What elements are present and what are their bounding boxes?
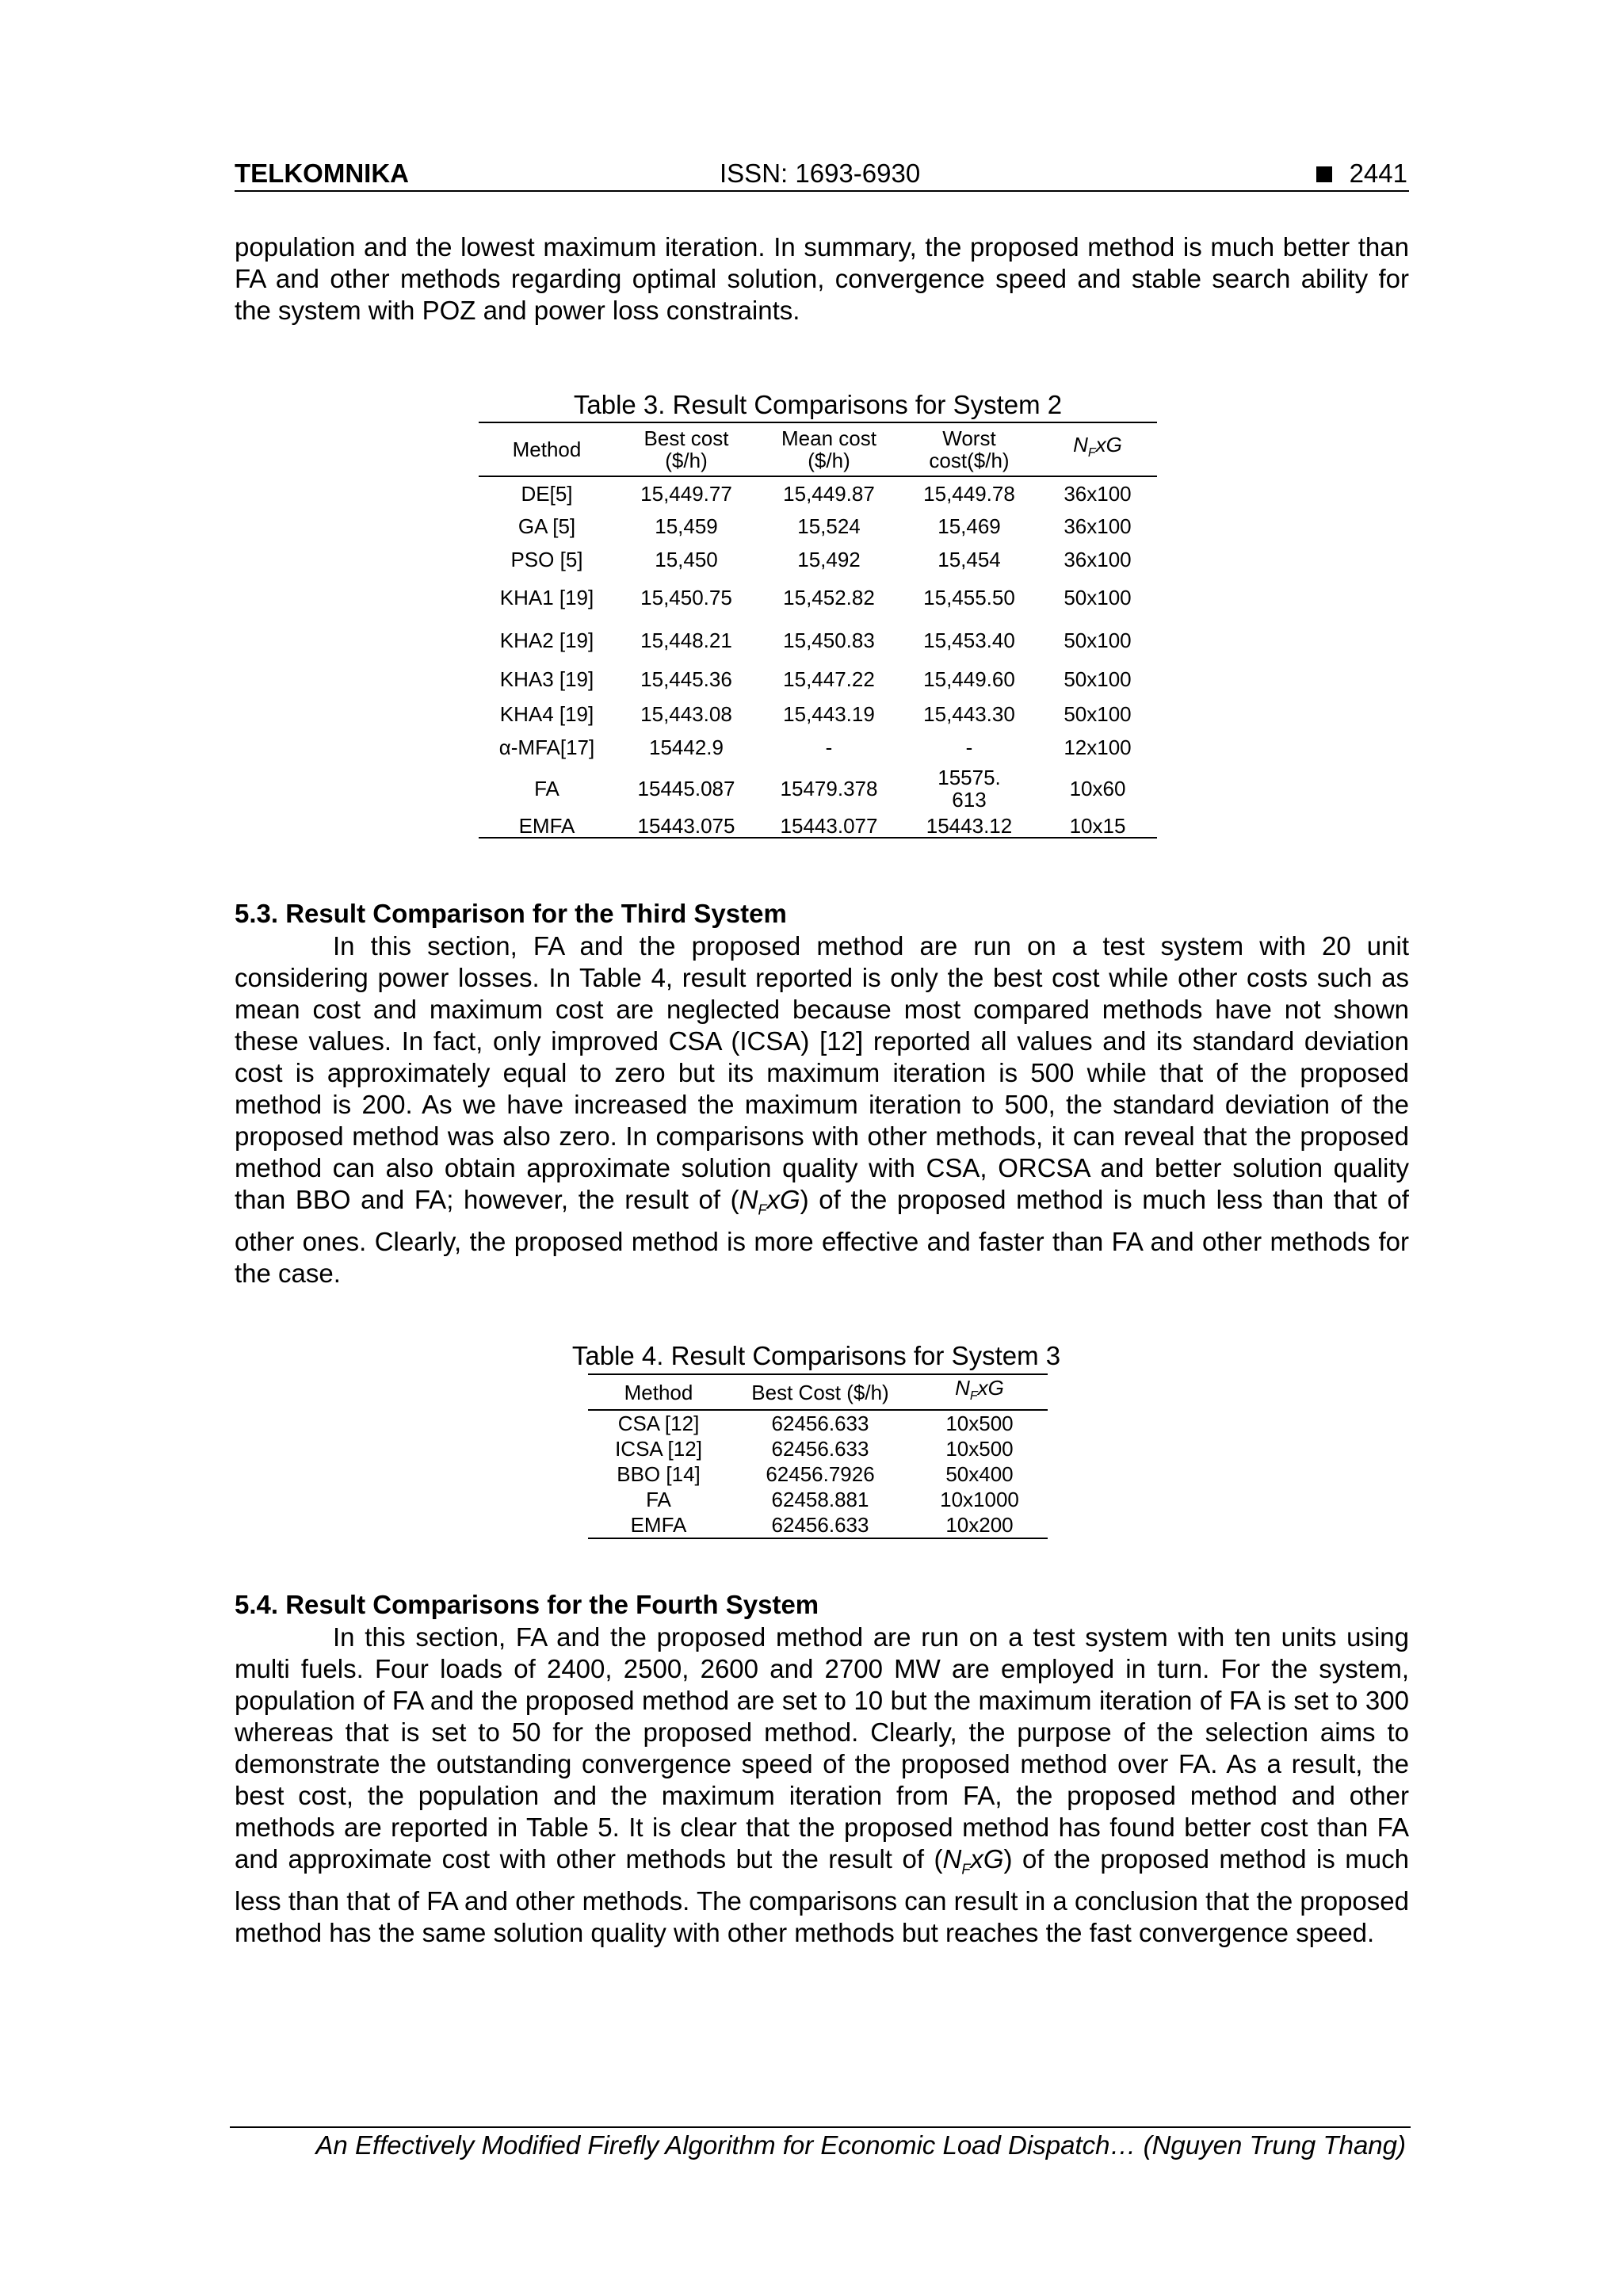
cell-best: 15,445.36: [640, 667, 732, 691]
s53-nfg-xg: xG: [766, 1185, 800, 1214]
cell-nfg: 10x500: [945, 1412, 1014, 1436]
cell-worst: 15,449.60: [923, 667, 1015, 691]
table4-col-nfg: [911, 1374, 1048, 1410]
section-5-4-body: [235, 1622, 1409, 1949]
table-row: [479, 476, 1157, 510]
cell-nfg: 50x100: [1064, 586, 1132, 609]
cell-mean: 15,492: [797, 548, 861, 571]
table-row: [588, 1487, 1048, 1512]
cell-nfg: 50x100: [1064, 702, 1132, 726]
s54-nfg-xg: xG: [970, 1844, 1004, 1874]
table-row: [479, 576, 1157, 619]
cell-nfg: 10x60: [1069, 777, 1126, 800]
issn: ISSN: 1693-6930: [720, 159, 921, 188]
cell-nfg: 36x100: [1064, 514, 1132, 538]
cell-best: 15445.087: [637, 777, 735, 800]
table-row: [479, 510, 1157, 543]
cell-method: KHA1 [19]: [499, 586, 594, 609]
nfg-n: N: [955, 1376, 970, 1400]
cell-mean: 15,450.83: [783, 628, 875, 652]
cell-worst: 15,469: [938, 514, 1001, 538]
table3-col-best-l2: ($/h): [665, 449, 708, 472]
table-row: [588, 1436, 1048, 1461]
cell-nfg: 10x200: [911, 1512, 1048, 1538]
cell-best: 62456.633: [771, 1437, 869, 1461]
section-5-4-title: 5.4. Result Comparisons for the Fourth System: [235, 1590, 819, 1619]
cell-mean: 15,452.82: [783, 586, 875, 609]
cell-best: 15,459: [655, 514, 718, 538]
cell-method: EMFA: [479, 814, 615, 838]
table-row: [479, 662, 1157, 697]
table-row: [588, 1512, 1048, 1538]
table-row: [588, 1410, 1048, 1436]
cell-best: 15,450: [655, 548, 718, 571]
cell-nfg: 10x500: [945, 1437, 1014, 1461]
intro-paragraph: population and the lowest maximum iteration. In summary, the proposed method is much better than FA and other methods regarding optimal solution, convergence speed and stable search ability for the system with POZ and power loss constraints.: [235, 232, 1409, 325]
section-5-3-body: [235, 930, 1409, 1289]
cell-method: GA [5]: [517, 514, 576, 538]
cell-mean: 15479.378: [780, 777, 878, 800]
cell-method: PSO [5]: [510, 548, 583, 571]
cell-nfg: 12x100: [1064, 735, 1132, 759]
nfg-n: N: [1073, 433, 1088, 457]
page-header: [235, 155, 1409, 192]
cell-best: 62458.881: [771, 1488, 869, 1512]
square-bullet-icon: [1316, 166, 1332, 182]
page-footer: An Effectively Modified Firefly Algorithm for Economic Load Dispatch… (Nguyen Trung Thang): [315, 2130, 1406, 2160]
table3-col-mean-l1: Mean cost: [781, 426, 876, 450]
cell-nfg: 50x100: [1064, 628, 1132, 652]
table-row: [479, 763, 1157, 814]
table3: [479, 422, 1157, 839]
cell-mean: 15,443.19: [783, 702, 875, 726]
cell-best: 15,448.21: [640, 628, 732, 652]
table-row: [479, 732, 1157, 763]
table3-col-worst-l1: Worst: [942, 426, 996, 450]
table4-header-row: [588, 1374, 1048, 1410]
cell-worst: 15,449.78: [923, 481, 1015, 506]
s53-text-end: ) of the proposed method is much less than that of other ones. Clearly, the proposed method is more effective and faster than FA and other methods for the case.: [235, 1185, 1409, 1288]
cell-mean: -: [825, 735, 833, 759]
table-row: [479, 697, 1157, 732]
cell-best: 15,450.75: [640, 586, 732, 609]
table-row: [479, 543, 1157, 576]
s54-nfg-sub: F: [961, 1861, 971, 1878]
table3-col-nfg: [1038, 422, 1157, 476]
table4-col-best: Best Cost ($/h): [729, 1374, 911, 1410]
s54-text-end: ) of the proposed method is much less than that of FA and other methods. The comparisons can result in a conclusion that the proposed method has the same solution quality with other methods but reaches the fast convergence speed.: [235, 1844, 1409, 1947]
nfg-xg: xG: [1095, 433, 1122, 457]
cell-method: EMFA: [588, 1512, 729, 1538]
table3-header-row: [479, 422, 1157, 476]
cell-nfg: 10x15: [1038, 814, 1157, 838]
s54-nfg: N: [942, 1844, 962, 1874]
page-number-block: [1316, 159, 1407, 189]
cell-worst: -: [965, 735, 973, 759]
nfg-sub: F: [969, 1389, 978, 1404]
s54-text: In this section, FA and the proposed method are run on a test system with ten units using multi fuels. Four loads of 2400, 2500, 2600 and 2700 MW are employed in turn. For the system, population of FA and the proposed method are set to 10 but the maximum iteration of FA is set to 300 whereas that is set to 50 for the proposed method. Clearly, the purpose of the selection aims to demonstrate the outstanding convergence speed of the proposed method over FA. As a result, the best cost, the population and the maximum iteration from FA, the proposed method and other methods are reported in Table 5. It is clear that the proposed method has found better cost than FA and approximate cost with other methods but the result of (: [235, 1622, 1409, 1874]
cell-method: DE[5]: [521, 481, 573, 506]
table3-col-mean: [758, 422, 900, 476]
cell-worst-l2: 613: [952, 788, 987, 812]
table3-col-method: Method: [479, 422, 615, 476]
cell-worst: 15443.12: [900, 814, 1038, 838]
cell-mean: 15,449.87: [783, 481, 875, 506]
cell-best: 15443.075: [615, 814, 758, 838]
s53-text: In this section, FA and the proposed method are run on a test system with 20 unit considering power losses. In Table 4, result reported is only the best cost while other costs such as mean cost and maximum cost are neglected because most compared methods have not shown these values. In fact, only improved CSA (ICSA) [12] reported all values and its standard deviation cost is approximately equal to zero but its maximum iteration is 500 while that of the proposed method is 200. As we have increased the maximum iteration to 500, the standard deviation of the proposed method was also zero. In comparisons with other methods, it can reveal that the proposed method can also obtain approximate solution quality with CSA, ORCSA and better solution quality than BBO and FA; however, the result of (: [235, 931, 1409, 1214]
table3-col-worst: [900, 422, 1038, 476]
cell-worst: 15,454: [938, 548, 1001, 571]
cell-method: ICSA [12]: [615, 1437, 702, 1461]
cell-method: KHA3 [19]: [499, 667, 594, 691]
s53-nfg: N: [739, 1185, 758, 1214]
cell-best: 62456.633: [771, 1412, 869, 1436]
cell-best: 62456.633: [729, 1512, 911, 1538]
s53-nfg-sub: F: [758, 1201, 767, 1218]
table-row: [479, 619, 1157, 662]
nfg-sub: F: [1087, 446, 1096, 460]
cell-method: CSA [12]: [617, 1412, 700, 1436]
table4-col-method: Method: [588, 1374, 729, 1410]
cell-best: 62456.7926: [766, 1462, 875, 1487]
table4-caption: Table 4. Result Comparisons for System 3: [571, 1341, 1061, 1370]
cell-mean: 15,524: [797, 514, 861, 538]
cell-nfg: 36x100: [1064, 481, 1132, 506]
cell-method: FA: [534, 777, 559, 800]
table4: [588, 1373, 1048, 1539]
cell-worst-l1: 15575.: [938, 766, 1001, 789]
table3-caption: Table 3. Result Comparisons for System 2: [573, 390, 1063, 419]
cell-method: FA: [646, 1488, 671, 1512]
cell-nfg: 10x1000: [940, 1488, 1019, 1512]
table-row: [479, 814, 1157, 838]
cell-method: BBO [14]: [617, 1462, 701, 1487]
page-number: 2441: [1349, 159, 1407, 188]
cell-worst: 15,453.40: [923, 628, 1015, 652]
cell-mean: 15,447.22: [783, 667, 875, 691]
cell-nfg: 50x100: [1064, 667, 1132, 691]
cell-nfg: 50x400: [945, 1462, 1014, 1487]
cell-method: α-MFA[17]: [498, 735, 595, 759]
section-5-3-title: 5.3. Result Comparison for the Third System: [235, 899, 787, 928]
table3-col-worst-l2: cost($/h): [929, 449, 1010, 472]
cell-mean: 15443.077: [758, 814, 900, 838]
table3-col-best: [615, 422, 758, 476]
nfg-xg: xG: [977, 1376, 1004, 1400]
table-row: [588, 1461, 1048, 1487]
journal-name: TELKOMNIKA: [235, 159, 409, 188]
table3-col-best-l1: Best cost: [643, 426, 729, 450]
cell-method: KHA2 [19]: [499, 628, 594, 652]
footer-rule: [230, 2126, 1411, 2128]
cell-nfg: 36x100: [1064, 548, 1132, 571]
table3-col-mean-l2: ($/h): [808, 449, 850, 472]
cell-method: KHA4 [19]: [499, 702, 594, 726]
cell-worst: [900, 763, 1038, 814]
cell-best: 15442.9: [649, 735, 724, 759]
cell-worst: 15,455.50: [923, 586, 1015, 609]
cell-worst: 15,443.30: [923, 702, 1015, 726]
cell-best: 15,443.08: [640, 702, 732, 726]
cell-best: 15,449.77: [640, 481, 732, 506]
